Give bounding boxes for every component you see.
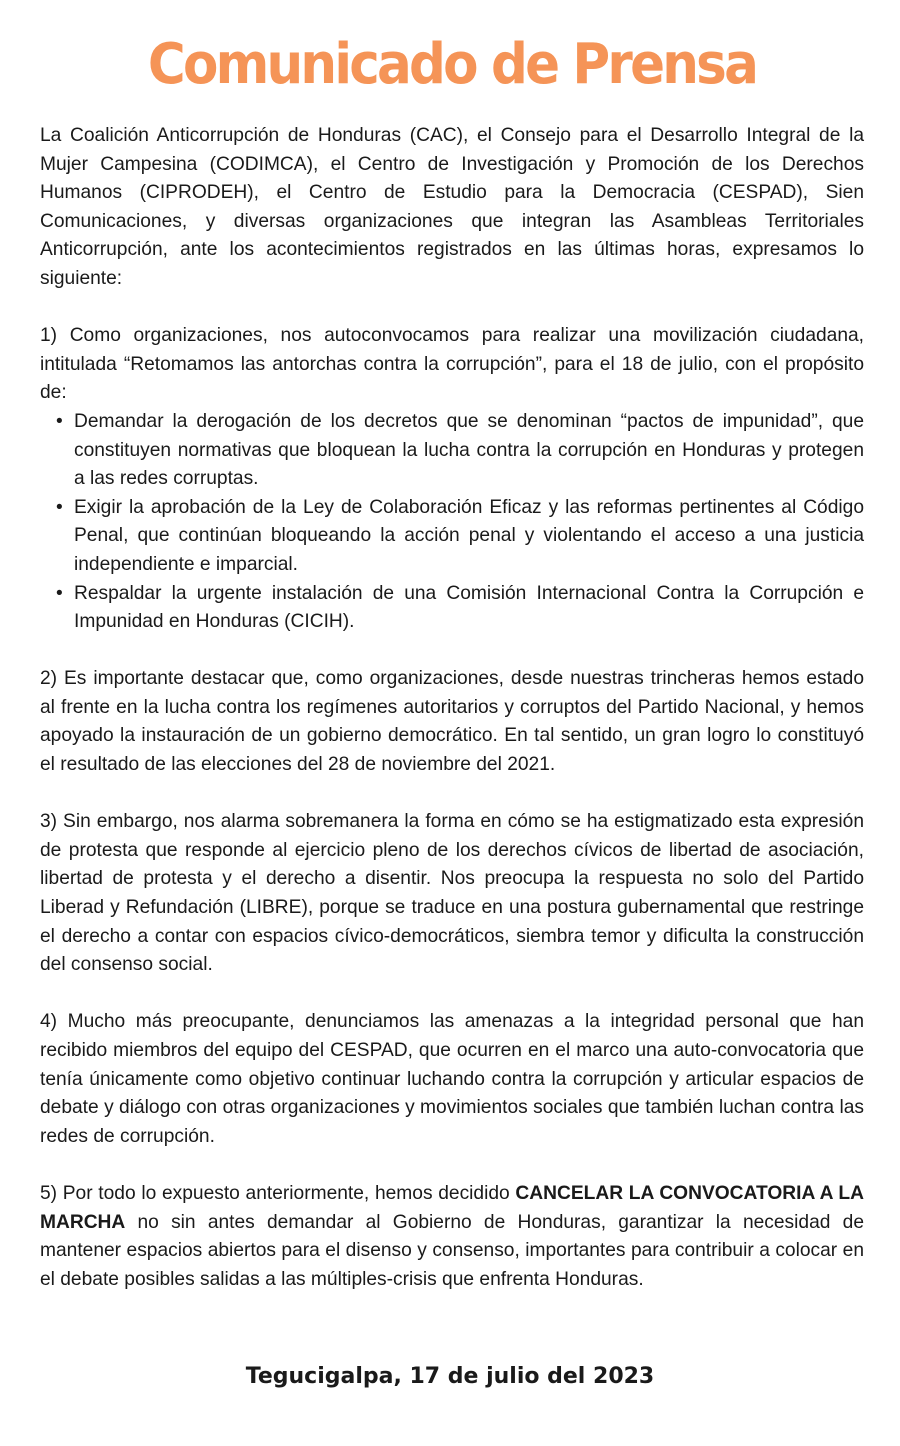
point-1-bullet-list (40, 408, 864, 637)
point-2-paragraph: 2) Es importante destacar que, como organizaciones, desde nuestras trincheras hemos estado al frente en la lucha contra los regímenes autoritarios y corruptos del Partido Nacional, y hemos apoyado la instauración de un gobierno democrático. En tal sentido, un gran logro lo constituyó el resultado de las elecciones del 28 de noviembre del 2021. (40, 668, 864, 776)
bullet-item: • Exigir la aprobación de la Ley de Colaboración Eficaz y las reformas pertinentes al Código Penal, que continúan bloqueando la acción penal y violentando el acceso a una justicia independiente e imparcial. (74, 494, 864, 580)
bullet-item: • Demandar la derogación de los decretos que se denominan “pactos de impunidad”, que constituyen normativas que bloquean la lucha contra la corrupción en Honduras y protegen a las redes corruptas. (74, 408, 864, 494)
point-4-paragraph: 4) Mucho más preocupante, denunciamos las amenazas a la integridad personal que han recibido miembros del equipo del CESPAD, que ocurren en el marco una auto-convocatoria que tenía únicamente como objetivo continuar luchando contra la corrupción y articular espacios de debate y diálogo con otras organizaciones y movimientos sociales que también luchan contra las redes de corrupción. (40, 1011, 864, 1147)
point-1-paragraph: 1) Como organizaciones, nos autoconvocamos para realizar una movilización ciudadana, intitulada “Retomamos las antorchas contra la corrupción”, para el 18 de julio, con el propósito de: (40, 325, 864, 404)
bullet-item: • Respaldar la urgente instalación de una Comisión Internacional Contra la Corrupción e Impunidad en Honduras (CICIH). (74, 580, 864, 637)
point-5-prefix: 5) Por todo lo expuesto anteriormente, hemos decidido (40, 1182, 516, 1204)
point-5-paragraph (40, 1180, 864, 1294)
point-3-paragraph: 3) Sin embargo, nos alarma sobremanera la forma en cómo se ha estigmatizado esta expresión de protesta que responde al ejercicio pleno de los derechos cívicos de libertad de asociación, libertad de protesta y el derecho a disentir. Nos preocupa la respuesta no solo del Partido Liberad y Refundación (LIBRE), porque se traduce en una postura gubernamental que restringe el derecho a contar con espacios cívico-democráticos, siembra temor y dificulta la construcción del consenso social. (40, 811, 864, 976)
intro-paragraph: La Coalición Anticorrupción de Honduras (CAC), el Consejo para el Desarrollo Integral de la Mujer Campesina (CODIMCA), el Centro de Investigación y Promoción de los Derechos Humanos (CIPRODEH), el Centro de Estudio para la Democracia (CESPAD), Sien Comunicaciones, y diversas organizaciones que integran las Asambleas Territoriales Anticorrupción, ante los acontecimientos registrados en las últimas horas, expresamos lo siguiente: (40, 125, 864, 289)
page-title: Comunicado de Prensa (147, 32, 757, 97)
point-5-emphasis: CANCELAR LA CONVOCATORIA A LA MARCHA (40, 1182, 864, 1233)
point-5-suffix: no sin antes demandar al Gobierno de Honduras, garantizar la necesidad de mantener espacios abiertos para el disenso y consenso, importantes para contribuir a colocar en el debate posibles salidas a las múltiples-crisis que enfrenta Honduras. (40, 1211, 864, 1290)
press-release-page (0, 26, 900, 1446)
document-body (40, 122, 864, 1294)
date-line: Tegucigalpa, 17 de julio del 2023 (245, 1364, 655, 1389)
